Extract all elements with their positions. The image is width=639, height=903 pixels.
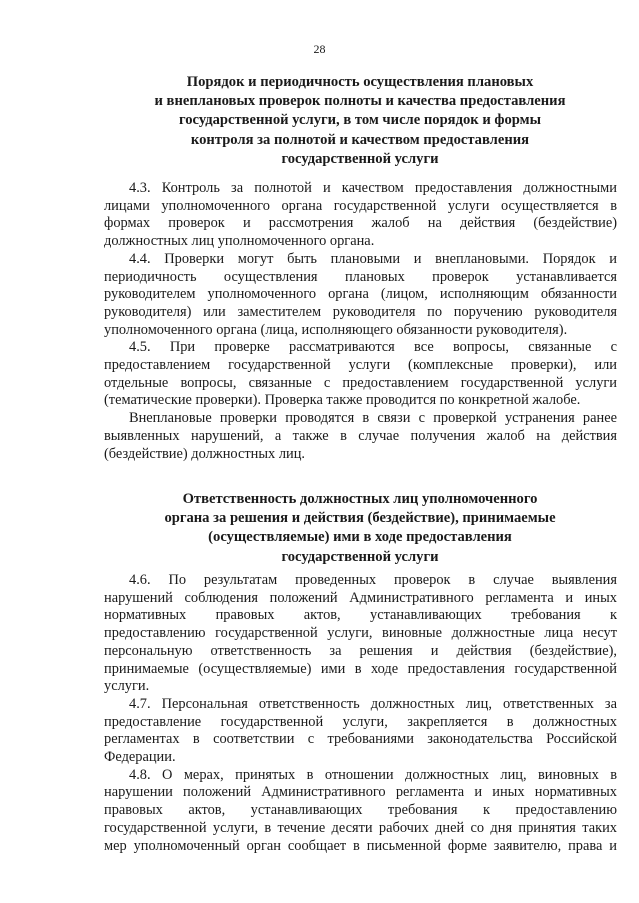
- paragraph-4-4-line: уполномоченного органа (лица, исполняющего обязанности руководителя).: [104, 321, 568, 338]
- heading-line: (осуществляемые) ими в ходе предоставления: [208, 529, 512, 546]
- heading-line: государственной услуги: [281, 548, 439, 565]
- paragraph-4-6-line: персональную ответственность за решения и действия (бездействие),: [104, 642, 617, 659]
- paragraph-4-8-line: 4.8. О мерах, принятых в отношении должностных лиц, виновных в: [129, 766, 617, 783]
- paragraph-4-6-line: предоставлению государственной услуги, виновные должностные лица несут: [104, 625, 617, 642]
- paragraph-4-6-line: принимаемые (осуществляемые) ими в ходе предоставления государственной: [104, 660, 617, 677]
- heading-line: контроля за полнотой и качеством предоставления: [190, 131, 530, 148]
- heading-line: Порядок и периодичность осуществления плановых: [186, 74, 534, 90]
- paragraph-4-8-line: государственной услуги, в течение десяти рабочих дней со дня принятия таких: [104, 819, 617, 836]
- paragraph-4-4-line: периодичность осуществления плановых проверок устанавливается: [104, 268, 617, 285]
- heading-line: государственной услуги, в том числе порядок и формы: [178, 112, 541, 129]
- paragraph-4-4-line: руководителем уполномоченного органа (лицом, исполняющим обязанности: [104, 286, 617, 303]
- section-body-responsibility: [104, 572, 617, 855]
- paragraph-4-7-line: предоставление государственной услуги, закрепляется в должностных: [104, 713, 617, 730]
- paragraph-4-7-line: регламентах в соответствии с требованиями законодательства Российской: [104, 731, 617, 748]
- paragraph-unplanned-line: (бездействие) должностных лиц.: [104, 445, 305, 462]
- paragraph-4-6-line: нормативных правовых актов, устанавливающих требования к: [104, 607, 617, 624]
- paragraph-4-6-line: 4.6. По результатам проведенных проверок в случае выявления: [129, 572, 617, 588]
- section-body-inspections: [104, 180, 617, 463]
- paragraph-unplanned-line: выявленных нарушений, а также в случае получения жалоб на действия: [104, 427, 617, 444]
- paragraph-4-3-line: формах проверок и рассмотрения жалоб на действия (бездействие): [104, 215, 617, 232]
- paragraph-4-4-line: руководителя) или заместителем руководителя по поручению руководителя: [104, 303, 617, 320]
- page-number: 28: [313, 42, 326, 56]
- paragraph-4-4-line: 4.4. Проверки могут быть плановыми и внеплановыми. Порядок и: [129, 250, 617, 267]
- section-heading-responsibility: [100, 490, 620, 567]
- heading-line: и внеплановых проверок полноты и качества предоставления: [154, 93, 566, 110]
- heading-line: государственной услуги: [281, 150, 439, 167]
- paragraph-4-8-line: мер уполномоченный орган сообщает в письменной форме заявителю, права и: [104, 837, 617, 854]
- section-heading-inspections: [100, 73, 620, 169]
- paragraph-4-3-line: 4.3. Контроль за полнотой и качеством предоставления должностными: [129, 180, 617, 196]
- paragraph-4-5-line: 4.5. При проверке рассматриваются все вопросы, связанные с: [129, 339, 617, 356]
- paragraph-4-8-line: нарушении положений Административного регламента и иных нормативных: [104, 784, 617, 801]
- paragraph-4-5-line: отдельные вопросы, связанные с предоставлением государственной услуги: [104, 374, 617, 391]
- paragraph-4-7-line: 4.7. Персональная ответственность должностных лиц, ответственных за: [129, 695, 617, 712]
- paragraph-4-3-line: должностных лиц уполномоченного органа.: [104, 233, 375, 250]
- paragraph-4-6-line: нарушений соблюдения положений Административного регламента и иных: [104, 589, 617, 606]
- paragraph-4-5-line: (тематические проверки). Проверка также проводится по конкретной жалобе.: [104, 392, 581, 409]
- paragraph-unplanned-line: Внеплановые проверки проводятся в связи с проверкой устранения ранее: [129, 410, 617, 427]
- paragraph-4-8-line: правовых актов, устанавливающих требования к предоставлению: [104, 802, 617, 819]
- paragraph-4-6-line: услуги.: [104, 678, 150, 695]
- paragraph-4-3-line: лицами уполномоченного органа государственной услуги осуществляется в: [104, 197, 617, 214]
- heading-line: Ответственность должностных лиц уполномоченного: [182, 491, 538, 507]
- paragraph-4-5-line: предоставлением государственной услуги (комплексные проверки), или: [104, 357, 617, 374]
- heading-line: органа за решения и действия (бездействие), принимаемые: [164, 510, 556, 527]
- paragraph-4-7-line: Федерации.: [104, 749, 176, 766]
